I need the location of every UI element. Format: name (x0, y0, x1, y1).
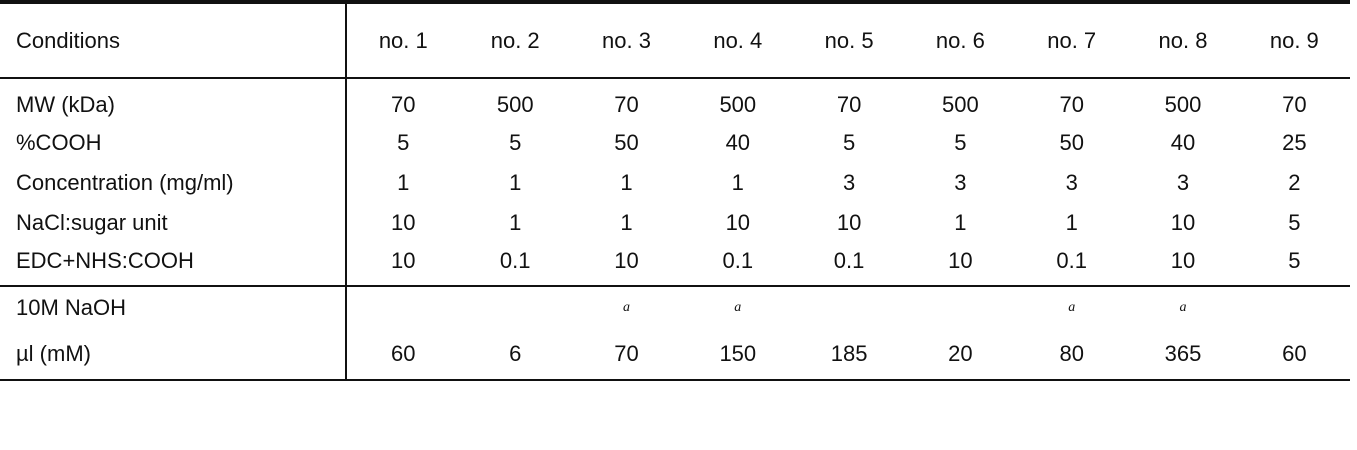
column-header: no. 3 (571, 2, 682, 78)
table-cell: 3 (842, 170, 856, 195)
table-cell: 40 (725, 130, 751, 155)
column-header: no. 9 (1239, 2, 1350, 78)
table-cell: 70 (391, 92, 416, 117)
table-cell: 60 (1239, 329, 1350, 380)
table-cell: 70 (1282, 92, 1307, 117)
row-label: 10M NaOH (0, 286, 346, 329)
table-row (0, 78, 1350, 123)
table-cell: 60 (346, 329, 460, 380)
table-cell: 3 (1176, 170, 1190, 195)
naoh-row (0, 286, 1350, 329)
table-cell: 500 (719, 92, 757, 117)
table-cell: 1 (1065, 210, 1078, 235)
table-cell: 5 (1288, 210, 1301, 235)
table-cell: 1 (620, 170, 633, 195)
footnote-marker: a (623, 300, 630, 315)
row-label: Concentration (mg/ml) (0, 163, 346, 203)
table-cell: 185 (793, 329, 904, 380)
footnote-cell (1016, 286, 1127, 329)
table-cell: 5 (954, 130, 967, 155)
header-label: Conditions (0, 2, 346, 78)
naoh-values-row (0, 329, 1350, 380)
table-row (0, 123, 1350, 163)
column-header: no. 1 (346, 2, 460, 78)
table-cell: 25 (1282, 130, 1307, 155)
footnote-marker: a (734, 300, 742, 315)
table-cell: 70 (836, 92, 862, 117)
table-cell: 3 (1065, 170, 1078, 195)
table-cell: 40 (1170, 130, 1196, 155)
table-row (0, 163, 1350, 203)
table-cell: 1 (620, 210, 633, 235)
footnote-cell (460, 286, 571, 329)
table-cell: 10 (1170, 210, 1196, 235)
table-cell: 50 (614, 130, 639, 155)
table-cell: 0.1 (722, 248, 754, 273)
footnote-cell (793, 286, 904, 329)
table-cell: 0.1 (1056, 248, 1087, 273)
table-cell: 10 (836, 210, 862, 235)
footnote-marker: a (1068, 300, 1076, 315)
footnote-cell (346, 286, 460, 329)
table-cell: 150 (682, 329, 793, 380)
footnote-cell (571, 286, 682, 329)
table-row (0, 203, 1350, 243)
table-cell: 10 (614, 248, 639, 273)
table-cell: 500 (1164, 92, 1202, 117)
table-cell: 80 (1016, 329, 1127, 380)
footnote-cell (1127, 286, 1238, 329)
table-cell: 500 (942, 92, 979, 117)
table-cell: 10 (391, 210, 416, 235)
row-label: MW (kDa) (0, 78, 346, 123)
table-cell: 2 (1288, 170, 1301, 195)
footnote-cell (905, 286, 1016, 329)
table-cell: 5 (509, 130, 522, 155)
table-cell: 5 (842, 130, 856, 155)
table-cell: 1 (397, 170, 410, 195)
table-cell: 1 (731, 170, 744, 195)
row-label: µl (mM) (0, 329, 346, 380)
table-cell: 70 (571, 329, 682, 380)
column-header: no. 8 (1127, 2, 1238, 78)
row-label: EDC+NHS:COOH (0, 243, 346, 286)
table-cell: 20 (905, 329, 1016, 380)
table-cell: 365 (1127, 329, 1238, 380)
table-cell: 10 (1170, 248, 1196, 273)
table-cell: 1 (509, 210, 522, 235)
footnote-cell (682, 286, 793, 329)
header-row (0, 2, 1350, 78)
table-cell: 0.1 (833, 248, 865, 273)
table-cell: 500 (496, 92, 534, 117)
column-header: no. 4 (682, 2, 793, 78)
column-header: no. 2 (460, 2, 571, 78)
table-cell: 5 (1288, 248, 1301, 273)
table-row (0, 243, 1350, 286)
table-cell: 70 (1059, 92, 1084, 117)
table-cell: 10 (391, 248, 416, 273)
footnote-cell (1239, 286, 1350, 329)
column-header: no. 7 (1016, 2, 1127, 78)
column-header: no. 6 (905, 2, 1016, 78)
table-cell: 50 (1059, 130, 1084, 155)
table-cell: 5 (397, 130, 410, 155)
table-cell: 1 (509, 170, 522, 195)
footnote-marker: a (1179, 300, 1187, 315)
row-label: NaCl:sugar unit (0, 203, 346, 243)
table-cell: 1 (954, 210, 967, 235)
table-cell: 10 (725, 210, 751, 235)
table-cell: 3 (954, 170, 967, 195)
table-cell: 6 (460, 329, 571, 380)
column-header: no. 5 (793, 2, 904, 78)
row-label: %COOH (0, 123, 346, 163)
table-cell: 0.1 (499, 248, 531, 273)
table-cell: 70 (614, 92, 639, 117)
table-cell: 10 (948, 248, 973, 273)
